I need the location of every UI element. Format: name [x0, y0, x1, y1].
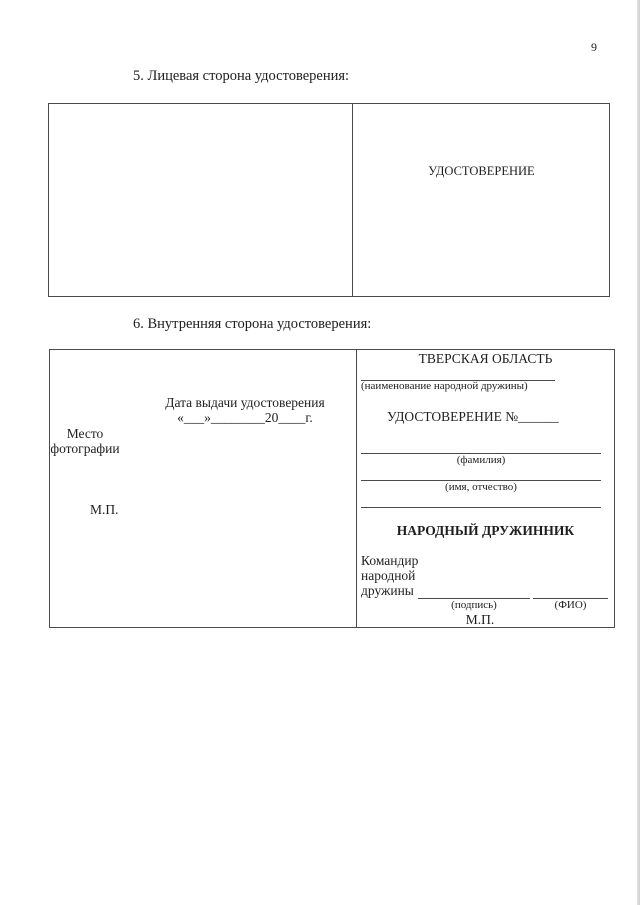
fio-caption: (ФИО) — [554, 599, 587, 611]
photo-label-line2: фотографии — [50, 441, 120, 456]
extra-line — [361, 507, 601, 508]
commander-line2: народной — [361, 568, 416, 583]
front-side-divider — [352, 104, 353, 296]
name-caption: (имя, отчество) — [445, 481, 517, 493]
squad-name-caption: (наименование народной дружины) — [361, 380, 528, 392]
inner-side-frame — [49, 349, 615, 628]
inner-side-divider — [356, 350, 357, 627]
surname-caption: (фамилия) — [456, 454, 506, 466]
issue-date-field: «___»________20____г. — [177, 410, 313, 425]
region-title: ТВЕРСКАЯ ОБЛАСТЬ — [418, 351, 553, 366]
volunteer-title: НАРОДНЫЙ ДРУЖИННИК — [396, 523, 575, 538]
front-side-title: УДОСТОВЕРЕНИЕ — [428, 164, 535, 178]
right-seal-label: М.П. — [465, 612, 495, 627]
front-side-frame — [48, 103, 610, 297]
signature-caption: (подпись) — [451, 599, 497, 611]
section-6-heading: 6. Внутренняя сторона удостоверения: — [133, 316, 372, 332]
certificate-number: УДОСТОВЕРЕНИЕ №______ — [387, 409, 559, 424]
photo-label-line1: Место — [66, 426, 104, 441]
left-seal-label: М.П. — [90, 502, 119, 517]
commander-line1: Командир — [361, 553, 419, 568]
issue-date-label: Дата выдачи удостоверения — [165, 395, 325, 410]
section-5-heading: 5. Лицевая сторона удостоверения: — [133, 68, 350, 84]
commander-line3: дружины — [361, 583, 414, 598]
page-number: 9 — [591, 40, 597, 54]
